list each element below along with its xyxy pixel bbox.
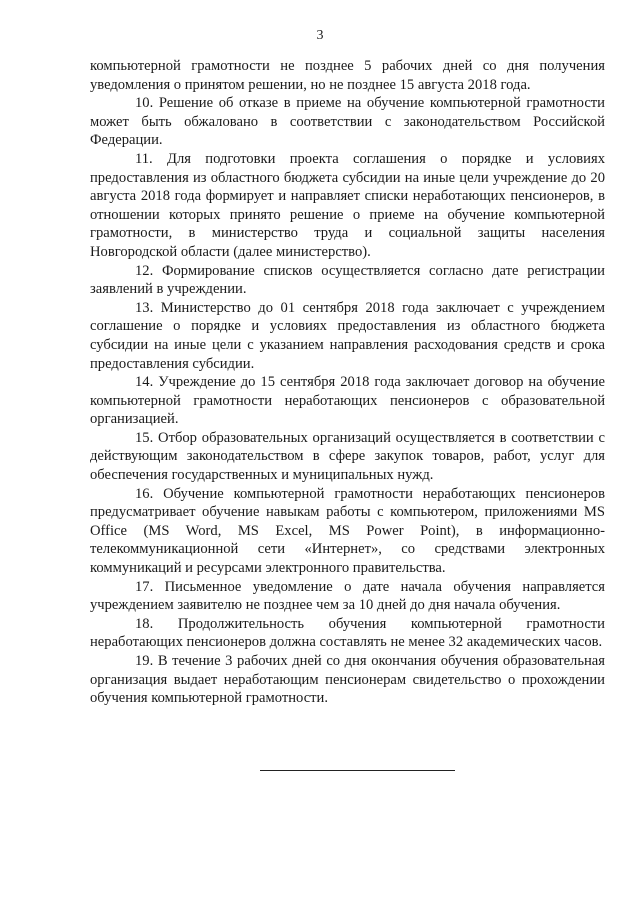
paragraph-10: 10. Решение об отказе в приеме на обучение компьютерной грамотности может быть обжаловано в соответствии с законодательством Российской Федерации.	[90, 95, 605, 149]
end-divider-line	[260, 770, 455, 771]
paragraph-19: 19. В течение 3 рабочих дней со дня окончания обучения образовательная организация выдает неработающим пенсионерам свидетельство о прохождении обучения компьютерной грамотности.	[90, 653, 605, 707]
paragraph-14: 14. Учреждение до 15 сентября 2018 года заключает договор на обучение компьютерной грамотности неработающих пенсионеров с образовательной организацией.	[90, 374, 605, 428]
document-body	[90, 57, 605, 708]
paragraph-15: 15. Отбор образовательных организаций осуществляется в соответствии с действующим законодательством в сфере закупок товаров, работ, услуг для обеспечения государственных и муниципальных нужд.	[90, 429, 605, 484]
paragraph-11: 11. Для подготовки проекта соглашения о порядке и условиях предоставления из областного бюджета субсидии на иные цели учреждение до 20 августа 2018 года формирует и направляет списки неработающих пенсионеров, в отношении которых принято решение о приеме на обучение компьютерной грамотности, в министерство труда и социальной защиты населения Новгородской области (далее министерство).	[90, 150, 605, 260]
paragraph-18: 18. Продолжительность обучения компьютерной грамотности неработающих пенсионеров должна составлять не менее 32 академических часов.	[90, 615, 605, 651]
paragraph-13: 13. Министерство до 01 сентября 2018 года заключает с учреждением соглашение о порядке и условиях предоставления из областного бюджета субсидии на иные цели с указанием направления расходования средств и срока предоставления субсидии.	[90, 299, 605, 372]
paragraph-12: 12. Формирование списков осуществляется согласно дате регистрации заявлений в учреждении.	[90, 262, 605, 298]
page-number: 3	[316, 28, 324, 43]
paragraph-17: 17. Письменное уведомление о дате начала обучения направляется учреждением заявителю не позднее чем за 10 дней до дня начала обучения.	[90, 578, 605, 614]
paragraph-continuation: компьютерной грамотности не позднее 5 рабочих дней со дня получения уведомления о принятом решении, но не позднее 15 августа 2018 года.	[90, 58, 605, 93]
paragraph-16: 16. Обучение компьютерной грамотности неработающих пенсионеров предусматривает обучение навыкам работы с компьютером, приложениями MS Office (MS Word, MS Excel, MS Power Point), в информационно-телекоммуникационной сети «Интернет», со средствами электронных коммуникаций и ресурсами электронного правительства.	[90, 485, 605, 577]
